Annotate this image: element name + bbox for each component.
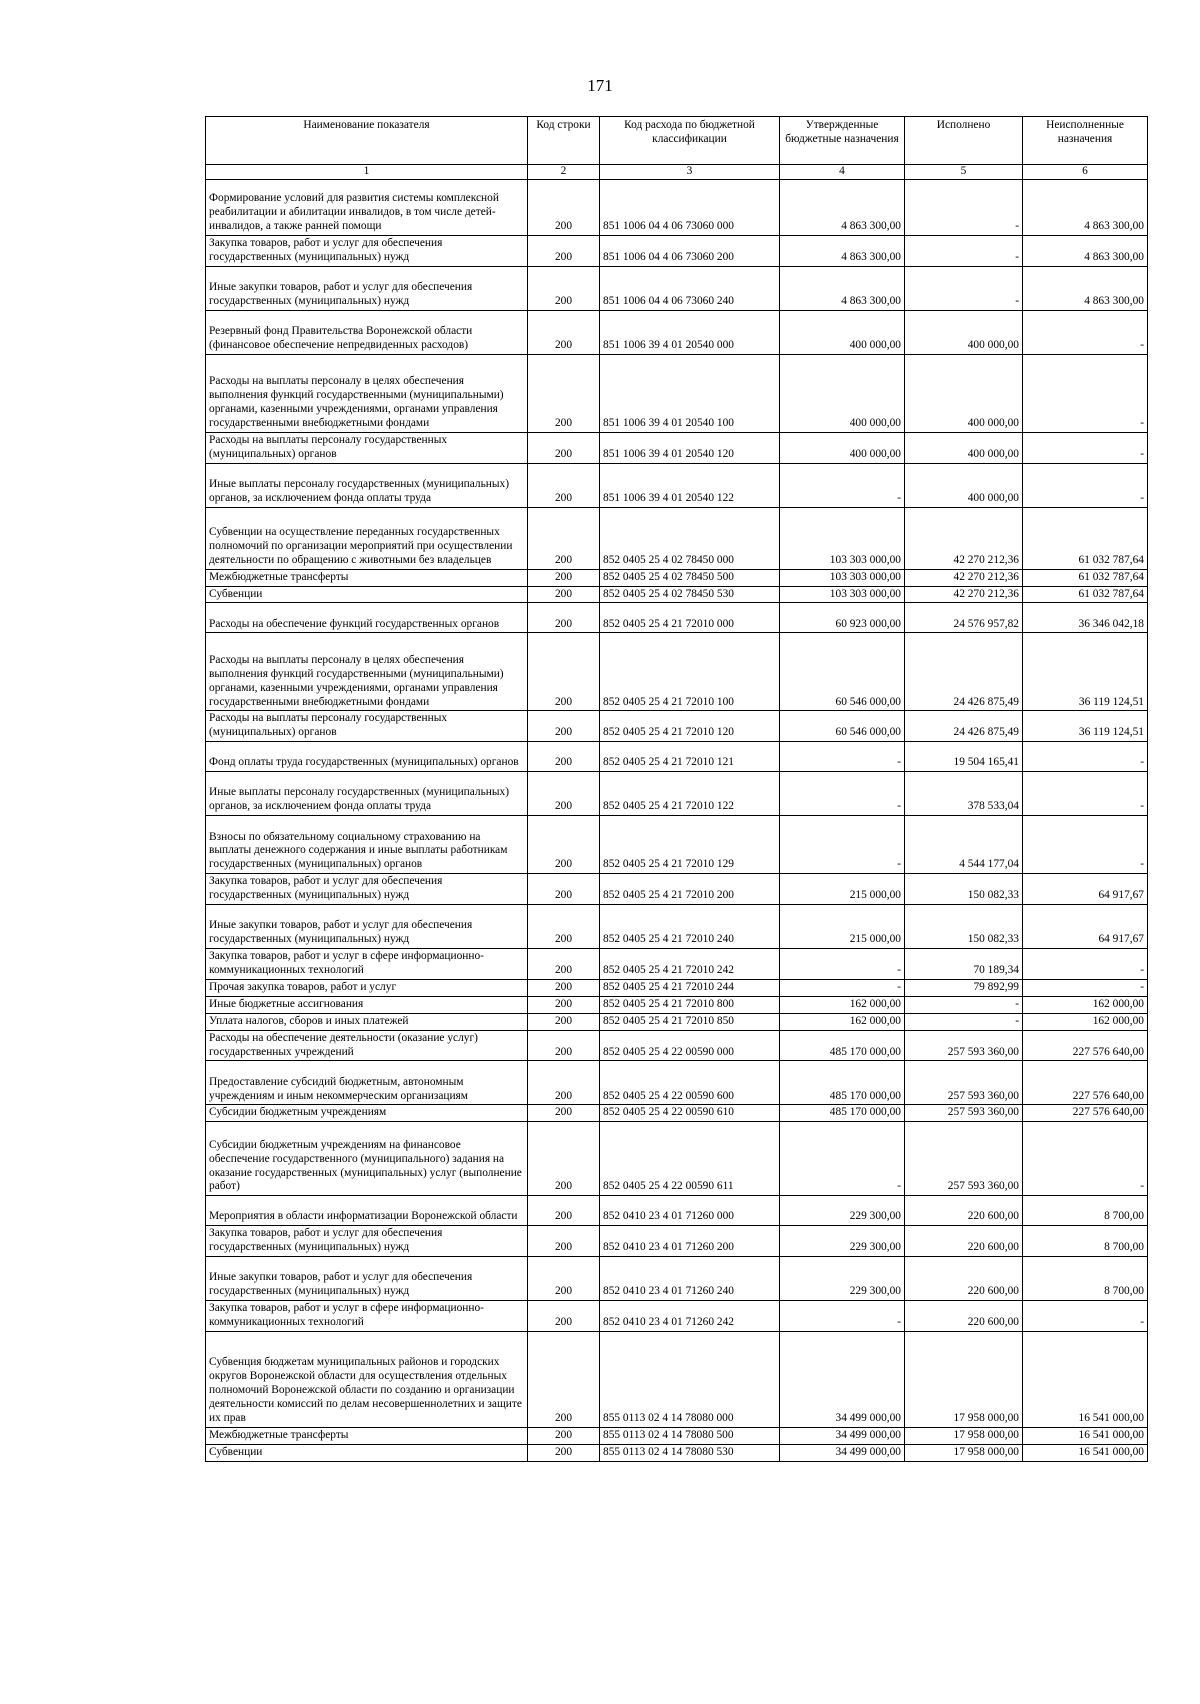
row-expense-code: 851 1006 39 4 01 20540 100: [600, 354, 780, 432]
row-expense-code: 852 0405 25 4 21 72010 000: [600, 603, 780, 633]
row-expense-code: 855 0113 02 4 14 78080 000: [600, 1331, 780, 1427]
row-name: Закупка товаров, работ и услуг для обеспечения государственных (муниципальных) нужд: [206, 1226, 528, 1257]
row-executed: 220 600,00: [905, 1226, 1023, 1257]
column-number-row: [206, 165, 1148, 180]
row-unexecuted: 162 000,00: [1023, 996, 1148, 1013]
row-executed: 220 600,00: [905, 1301, 1023, 1332]
table-row: [206, 1061, 1148, 1105]
row-approved: 4 863 300,00: [780, 236, 905, 267]
row-expense-code: 851 1006 04 4 06 73060 000: [600, 180, 780, 236]
row-unexecuted: -: [1023, 310, 1148, 354]
table-row: [206, 979, 1148, 996]
row-unexecuted: 16 541 000,00: [1023, 1427, 1148, 1444]
row-approved: 162 000,00: [780, 1013, 905, 1030]
row-approved: 229 300,00: [780, 1196, 905, 1226]
row-unexecuted: 64 917,67: [1023, 905, 1148, 949]
row-line-code: 200: [528, 1444, 600, 1461]
row-unexecuted: 16 541 000,00: [1023, 1444, 1148, 1461]
row-unexecuted: 4 863 300,00: [1023, 180, 1148, 236]
row-expense-code: 852 0410 23 4 01 71260 240: [600, 1257, 780, 1301]
row-line-code: 200: [528, 1196, 600, 1226]
row-approved: 4 863 300,00: [780, 180, 905, 236]
row-unexecuted: -: [1023, 979, 1148, 996]
table-row: [206, 1427, 1148, 1444]
row-unexecuted: 4 863 300,00: [1023, 266, 1148, 310]
row-unexecuted: 61 032 787,64: [1023, 569, 1148, 586]
table-row: [206, 1331, 1148, 1427]
row-approved: 229 300,00: [780, 1226, 905, 1257]
row-name: Закупка товаров, работ и услуг в сфере информационно-коммуникационных технологий: [206, 1301, 528, 1332]
row-expense-code: 855 0113 02 4 14 78080 500: [600, 1427, 780, 1444]
table-row: [206, 603, 1148, 633]
row-executed: 220 600,00: [905, 1257, 1023, 1301]
row-unexecuted: -: [1023, 742, 1148, 772]
table-row: [206, 586, 1148, 603]
row-unexecuted: -: [1023, 432, 1148, 463]
table-row: [206, 1122, 1148, 1196]
row-expense-code: 852 0405 25 4 22 00590 611: [600, 1122, 780, 1196]
row-unexecuted: 4 863 300,00: [1023, 236, 1148, 267]
row-expense-code: 851 1006 39 4 01 20540 120: [600, 432, 780, 463]
row-expense-code: 852 0405 25 4 21 72010 850: [600, 1013, 780, 1030]
row-executed: 17 958 000,00: [905, 1331, 1023, 1427]
row-approved: 103 303 000,00: [780, 569, 905, 586]
row-unexecuted: 36 346 042,18: [1023, 603, 1148, 633]
row-line-code: 200: [528, 354, 600, 432]
page-number: 171: [587, 76, 613, 95]
row-approved: 400 000,00: [780, 310, 905, 354]
row-name: Мероприятия в области информатизации Воронежской области: [206, 1196, 528, 1226]
row-executed: 257 593 360,00: [905, 1061, 1023, 1105]
row-executed: 257 593 360,00: [905, 1122, 1023, 1196]
row-name: Иные выплаты персоналу государственных (муниципальных) органов, за исключением фонда оплаты труда: [206, 463, 528, 507]
header-executed: Исполнено: [905, 117, 1023, 165]
row-executed: 70 189,34: [905, 949, 1023, 980]
column-number: 1: [206, 165, 528, 180]
row-name: Резервный фонд Правительства Воронежской области (финансовое обеспечение непредвиденных расходов): [206, 310, 528, 354]
row-executed: -: [905, 1013, 1023, 1030]
table-row: [206, 816, 1148, 874]
row-line-code: 200: [528, 1061, 600, 1105]
header-indicator-name: Наименование показателя: [206, 117, 528, 165]
row-line-code: 200: [528, 874, 600, 905]
row-name: Субсидии бюджетным учреждениям на финансовое обеспечение государственного (муниципального) задания на оказание государственных (муниципальных) услуг (выполнение работ): [206, 1122, 528, 1196]
row-line-code: 200: [528, 1427, 600, 1444]
row-name: Фонд оплаты труда государственных (муниципальных) органов: [206, 742, 528, 772]
row-executed: 150 082,33: [905, 874, 1023, 905]
row-name: Иные бюджетные ассигнования: [206, 996, 528, 1013]
row-line-code: 200: [528, 310, 600, 354]
row-name: Формирование условий для развития системы комплексной реабилитации и абилитации инвалидов, в том числе детей-инвалидов, а также ранней помощи: [206, 180, 528, 236]
table-row: [206, 180, 1148, 236]
row-name: Субсидии бюджетным учреждениям: [206, 1105, 528, 1122]
row-line-code: 200: [528, 586, 600, 603]
row-executed: -: [905, 180, 1023, 236]
row-expense-code: 852 0405 25 4 02 78450 530: [600, 586, 780, 603]
row-expense-code: 852 0405 25 4 21 72010 244: [600, 979, 780, 996]
row-name: Субвенция бюджетам муниципальных районов и городских округов Воронежской области для осуществления отдельных полномочий Воронежской области по созданию и организации деятельности комиссий по делам несовершеннолетних и защите их прав: [206, 1331, 528, 1427]
row-line-code: 200: [528, 772, 600, 816]
table-row: [206, 463, 1148, 507]
row-executed: 24 576 957,82: [905, 603, 1023, 633]
row-expense-code: 852 0405 25 4 21 72010 242: [600, 949, 780, 980]
row-expense-code: 852 0405 25 4 21 72010 240: [600, 905, 780, 949]
row-unexecuted: -: [1023, 816, 1148, 874]
row-name: Закупка товаров, работ и услуг для обеспечения государственных (муниципальных) нужд: [206, 236, 528, 267]
row-line-code: 200: [528, 996, 600, 1013]
row-unexecuted: 61 032 787,64: [1023, 586, 1148, 603]
table-row: [206, 949, 1148, 980]
header-unexecuted: Неисполненные назначения: [1023, 117, 1148, 165]
row-name: Иные закупки товаров, работ и услуг для обеспечения государственных (муниципальных) нужд: [206, 905, 528, 949]
row-approved: 485 170 000,00: [780, 1030, 905, 1061]
header-line-code: Код строки: [528, 117, 600, 165]
row-executed: 42 270 212,36: [905, 569, 1023, 586]
row-line-code: 200: [528, 1301, 600, 1332]
row-approved: -: [780, 772, 905, 816]
row-name: Иные закупки товаров, работ и услуг для обеспечения государственных (муниципальных) нужд: [206, 1257, 528, 1301]
row-unexecuted: 16 541 000,00: [1023, 1331, 1148, 1427]
row-executed: 42 270 212,36: [905, 586, 1023, 603]
row-approved: 162 000,00: [780, 996, 905, 1013]
row-name: Расходы на выплаты персоналу государственных (муниципальных) органов: [206, 432, 528, 463]
row-line-code: 200: [528, 569, 600, 586]
row-executed: 4 544 177,04: [905, 816, 1023, 874]
row-unexecuted: -: [1023, 772, 1148, 816]
row-expense-code: 851 1006 04 4 06 73060 200: [600, 236, 780, 267]
row-line-code: 200: [528, 236, 600, 267]
table-row: [206, 236, 1148, 267]
row-line-code: 200: [528, 603, 600, 633]
table-row: [206, 874, 1148, 905]
row-executed: 42 270 212,36: [905, 507, 1023, 569]
row-name: Предоставление субсидий бюджетным, автономным учреждениям и иным некоммерческим организациям: [206, 1061, 528, 1105]
column-number: 6: [1023, 165, 1148, 180]
table-row: [206, 1196, 1148, 1226]
row-unexecuted: 227 576 640,00: [1023, 1030, 1148, 1061]
row-line-code: 200: [528, 1122, 600, 1196]
row-name: Закупка товаров, работ и услуг для обеспечения государственных (муниципальных) нужд: [206, 874, 528, 905]
row-line-code: 200: [528, 180, 600, 236]
row-unexecuted: -: [1023, 1122, 1148, 1196]
row-expense-code: 851 1006 39 4 01 20540 122: [600, 463, 780, 507]
row-unexecuted: 227 576 640,00: [1023, 1105, 1148, 1122]
table-row: [206, 711, 1148, 742]
row-line-code: 200: [528, 1030, 600, 1061]
row-approved: 400 000,00: [780, 354, 905, 432]
row-name: Субвенции: [206, 586, 528, 603]
row-line-code: 200: [528, 905, 600, 949]
row-line-code: 200: [528, 816, 600, 874]
row-executed: 24 426 875,49: [905, 633, 1023, 711]
row-unexecuted: 61 032 787,64: [1023, 507, 1148, 569]
row-approved: -: [780, 463, 905, 507]
table-row: [206, 266, 1148, 310]
row-executed: 17 958 000,00: [905, 1427, 1023, 1444]
row-executed: 400 000,00: [905, 432, 1023, 463]
row-expense-code: 852 0405 25 4 22 00590 000: [600, 1030, 780, 1061]
row-line-code: 200: [528, 633, 600, 711]
table-row: [206, 633, 1148, 711]
row-approved: -: [780, 1301, 905, 1332]
row-approved: 400 000,00: [780, 432, 905, 463]
row-name: Субвенции: [206, 1444, 528, 1461]
row-approved: 103 303 000,00: [780, 507, 905, 569]
row-line-code: 200: [528, 266, 600, 310]
row-unexecuted: -: [1023, 949, 1148, 980]
row-executed: 79 892,99: [905, 979, 1023, 996]
row-executed: 17 958 000,00: [905, 1444, 1023, 1461]
table-row: [206, 1257, 1148, 1301]
row-name: Иные выплаты персоналу государственных (муниципальных) органов, за исключением фонда оплаты труда: [206, 772, 528, 816]
row-approved: 60 923 000,00: [780, 603, 905, 633]
row-expense-code: 852 0410 23 4 01 71260 000: [600, 1196, 780, 1226]
row-approved: -: [780, 816, 905, 874]
row-name: Расходы на выплаты персоналу в целях обеспечения выполнения функций государственными (муниципальными) органами, казенными учреждениями, органами управления государственными внебюджетными фондами: [206, 354, 528, 432]
row-name: Расходы на выплаты персоналу в целях обеспечения выполнения функций государственными (муниципальными) органами, казенными учреждениями, органами управления государственными внебюджетными фондами: [206, 633, 528, 711]
row-line-code: 200: [528, 1105, 600, 1122]
table-row: [206, 1444, 1148, 1461]
row-name: Субвенции на осуществление переданных государственных полномочий по организации мероприятий при осуществлении деятельности по обращению с животными без владельцев: [206, 507, 528, 569]
table-row: [206, 310, 1148, 354]
row-approved: -: [780, 979, 905, 996]
row-unexecuted: 227 576 640,00: [1023, 1061, 1148, 1105]
row-approved: -: [780, 1122, 905, 1196]
row-line-code: 200: [528, 507, 600, 569]
row-line-code: 200: [528, 979, 600, 996]
row-name: Расходы на выплаты персоналу государственных (муниципальных) органов: [206, 711, 528, 742]
row-name: Уплата налогов, сборов и иных платежей: [206, 1013, 528, 1030]
row-unexecuted: -: [1023, 463, 1148, 507]
table-row: [206, 1030, 1148, 1061]
row-unexecuted: 64 917,67: [1023, 874, 1148, 905]
row-line-code: 200: [528, 1331, 600, 1427]
column-number: 5: [905, 165, 1023, 180]
row-approved: -: [780, 742, 905, 772]
row-approved: 4 863 300,00: [780, 266, 905, 310]
row-expense-code: 851 1006 39 4 01 20540 000: [600, 310, 780, 354]
row-name: Межбюджетные трансферты: [206, 1427, 528, 1444]
row-approved: 34 499 000,00: [780, 1331, 905, 1427]
row-name: Взносы по обязательному социальному страхованию на выплаты денежного содержания и иные выплаты работникам государственных (муниципальных) органов: [206, 816, 528, 874]
row-expense-code: 852 0405 25 4 21 72010 121: [600, 742, 780, 772]
row-executed: 19 504 165,41: [905, 742, 1023, 772]
header-approved: Утвержденные бюджетные назначения: [780, 117, 905, 165]
row-name: Прочая закупка товаров, работ и услуг: [206, 979, 528, 996]
row-line-code: 200: [528, 742, 600, 772]
row-line-code: 200: [528, 711, 600, 742]
row-expense-code: 852 0405 25 4 02 78450 500: [600, 569, 780, 586]
row-unexecuted: -: [1023, 1301, 1148, 1332]
row-unexecuted: 36 119 124,51: [1023, 711, 1148, 742]
table-row: [206, 569, 1148, 586]
row-executed: 378 533,04: [905, 772, 1023, 816]
column-number: 3: [600, 165, 780, 180]
row-expense-code: 851 1006 04 4 06 73060 240: [600, 266, 780, 310]
header-row: [206, 117, 1148, 165]
table-row: [206, 1013, 1148, 1030]
row-expense-code: 852 0405 25 4 02 78450 000: [600, 507, 780, 569]
row-executed: 220 600,00: [905, 1196, 1023, 1226]
row-executed: 257 593 360,00: [905, 1105, 1023, 1122]
column-number: 4: [780, 165, 905, 180]
row-executed: -: [905, 236, 1023, 267]
row-name: Закупка товаров, работ и услуг в сфере информационно-коммуникационных технологий: [206, 949, 528, 980]
row-name: Межбюджетные трансферты: [206, 569, 528, 586]
row-unexecuted: 36 119 124,51: [1023, 633, 1148, 711]
table-row: [206, 1105, 1148, 1122]
row-unexecuted: 8 700,00: [1023, 1257, 1148, 1301]
row-approved: 215 000,00: [780, 874, 905, 905]
row-approved: 34 499 000,00: [780, 1444, 905, 1461]
row-approved: 103 303 000,00: [780, 586, 905, 603]
table-row: [206, 996, 1148, 1013]
row-executed: 24 426 875,49: [905, 711, 1023, 742]
row-unexecuted: -: [1023, 354, 1148, 432]
budget-execution-table: [205, 116, 1148, 1462]
row-unexecuted: 8 700,00: [1023, 1196, 1148, 1226]
row-approved: 485 170 000,00: [780, 1105, 905, 1122]
row-expense-code: 852 0405 25 4 22 00590 610: [600, 1105, 780, 1122]
table-row: [206, 432, 1148, 463]
row-expense-code: 852 0410 23 4 01 71260 242: [600, 1301, 780, 1332]
row-approved: 485 170 000,00: [780, 1061, 905, 1105]
row-approved: 34 499 000,00: [780, 1427, 905, 1444]
row-expense-code: 852 0405 25 4 21 72010 100: [600, 633, 780, 711]
row-expense-code: 852 0405 25 4 21 72010 129: [600, 816, 780, 874]
row-executed: 400 000,00: [905, 463, 1023, 507]
row-expense-code: 852 0410 23 4 01 71260 200: [600, 1226, 780, 1257]
row-unexecuted: 8 700,00: [1023, 1226, 1148, 1257]
row-expense-code: 852 0405 25 4 21 72010 200: [600, 874, 780, 905]
row-unexecuted: 162 000,00: [1023, 1013, 1148, 1030]
table-row: [206, 507, 1148, 569]
row-expense-code: 852 0405 25 4 21 72010 800: [600, 996, 780, 1013]
table-row: [206, 354, 1148, 432]
row-executed: 400 000,00: [905, 310, 1023, 354]
row-expense-code: 852 0405 25 4 22 00590 600: [600, 1061, 780, 1105]
table-row: [206, 1301, 1148, 1332]
row-line-code: 200: [528, 1226, 600, 1257]
row-executed: 150 082,33: [905, 905, 1023, 949]
row-executed: 257 593 360,00: [905, 1030, 1023, 1061]
row-approved: 60 546 000,00: [780, 633, 905, 711]
row-line-code: 200: [528, 1013, 600, 1030]
row-executed: -: [905, 266, 1023, 310]
row-line-code: 200: [528, 1257, 600, 1301]
row-approved: -: [780, 949, 905, 980]
column-number: 2: [528, 165, 600, 180]
row-expense-code: 852 0405 25 4 21 72010 120: [600, 711, 780, 742]
row-expense-code: 852 0405 25 4 21 72010 122: [600, 772, 780, 816]
table-row: [206, 742, 1148, 772]
row-line-code: 200: [528, 432, 600, 463]
table-row: [206, 1226, 1148, 1257]
row-approved: 229 300,00: [780, 1257, 905, 1301]
table-row: [206, 905, 1148, 949]
row-approved: 60 546 000,00: [780, 711, 905, 742]
row-name: Расходы на обеспечение деятельности (оказание услуг) государственных учреждений: [206, 1030, 528, 1061]
table-row: [206, 772, 1148, 816]
row-line-code: 200: [528, 463, 600, 507]
row-expense-code: 855 0113 02 4 14 78080 530: [600, 1444, 780, 1461]
row-executed: 400 000,00: [905, 354, 1023, 432]
row-executed: -: [905, 996, 1023, 1013]
row-name: Иные закупки товаров, работ и услуг для обеспечения государственных (муниципальных) нужд: [206, 266, 528, 310]
row-line-code: 200: [528, 949, 600, 980]
header-expense-code: Код расхода по бюджетной классификации: [600, 117, 780, 165]
row-name: Расходы на обеспечение функций государственных органов: [206, 603, 528, 633]
row-approved: 215 000,00: [780, 905, 905, 949]
